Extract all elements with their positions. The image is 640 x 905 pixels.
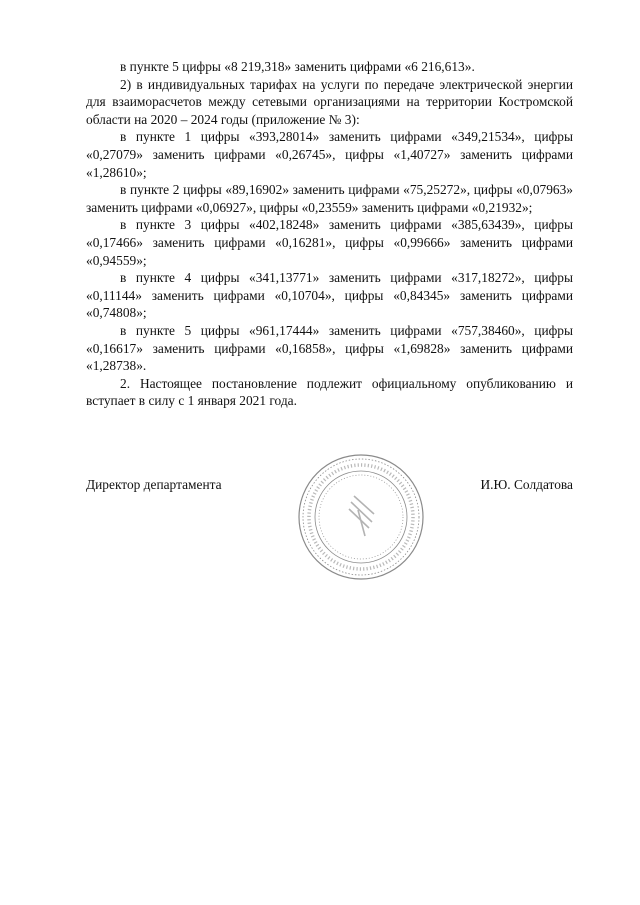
paragraph-1: в пункте 5 цифры «8 219,318» заменить цифрами «6 216,613». bbox=[120, 59, 475, 74]
paragraph-3: в пункте 1 цифры «393,28014» заменить цифрами «349,21534», цифры «0,27079» заменить цифрами «0,26745», цифры «1,40727» заменить цифрами «1,28610»; bbox=[86, 129, 573, 180]
paragraph-8: 2. Настоящее постановление подлежит официальному опубликованию и вступает в силу с 1 января 2021 года. bbox=[86, 375, 573, 409]
paragraph-6: в пункте 4 цифры «341,13771» заменить цифрами «317,18272», цифры «0,11144» заменить цифрами «0,10704», цифры «0,84345» заменить цифрами «0,74808»; bbox=[86, 270, 573, 321]
document-body bbox=[86, 58, 573, 410]
signatory-position: Директор департамента bbox=[86, 477, 222, 492]
paragraph-2: 2) в индивидуальных тарифах на услуги по передаче электрической энергии для взаиморасчетов между сетевыми организациями на территории Костромской области на 2020 – 2024 годы (приложение № 3): bbox=[86, 76, 573, 127]
signatory-name: И.Ю. Солдатова bbox=[480, 477, 573, 492]
paragraph-4: в пункте 2 цифры «89,16902» заменить цифрами «75,25272», цифры «0,07963» заменить цифрами «0,06927», цифры «0,23559» заменить цифрами «0,21932»; bbox=[86, 182, 573, 215]
paragraph-5: в пункте 3 цифры «402,18248» заменить цифрами «385,63439», цифры «0,17466» заменить цифрами «0,16281», цифры «0,99666» заменить цифрами «0,94559»; bbox=[86, 217, 573, 268]
paragraph-7: в пункте 5 цифры «961,17444» заменить цифрами «757,38460», цифры «0,16617» заменить цифрами «0,16858», цифры «1,69828» заменить цифрами «1,28738». bbox=[86, 322, 573, 374]
official-seal-icon bbox=[296, 452, 426, 582]
